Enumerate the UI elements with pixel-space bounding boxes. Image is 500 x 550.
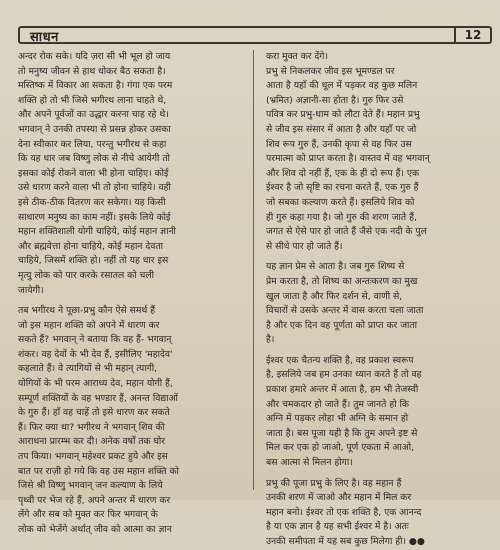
text-line: शंकर। वह देवों के भी देव हैं, इसीलिए 'महादेव' — [18, 348, 173, 360]
column-divider — [253, 50, 254, 490]
text-line: योगियों के भी परम आराध्य देव, महान योगी हैं, — [18, 378, 173, 390]
text-line: जो सबका कल्याण करते हैं। इसलिये शिव को — [266, 196, 415, 208]
page-number: 12 — [454, 26, 490, 44]
text-line: तब भगीरथ ने पूछा-प्रभु कौन ऐसे समर्थ हैं — [18, 305, 155, 317]
text-line: हैं। फिर क्या था? भगीरथ ने भगवान् शिव की — [18, 421, 165, 433]
text-line: बस आत्मा से मिलन होगा। — [266, 457, 353, 469]
text-line: महान शक्तिशाली योगी चाहिये, कोई महान ज्ञानी — [18, 226, 176, 238]
text-line: यह ज्ञान प्रेम से आता है। जब गुरु शिष्य से — [266, 261, 405, 273]
text-line: उनकी समीपता में यह सब कुछ मिलेगा ही। ●● — [266, 536, 425, 547]
text-line: जाता है। बस पूजा यही है कि तुम अपने इष्ट से — [266, 427, 418, 439]
text-line: से सीधे पार हो जाते हैं। — [266, 240, 343, 252]
text-line: से जीव इस संसार में आता है और यहाँ पर जो — [266, 123, 417, 135]
text-line: लोक को भेजेंगे अर्थात् जीव को आत्मा का ज्ञान — [18, 524, 172, 535]
text-line: जिसे श्री विष्णु भगवान् जन कल्याण के लिये — [18, 480, 163, 492]
text-line: परमात्मा को प्राप्त करता है। वास्तव में वह भगवान् — [266, 153, 430, 165]
text-line: देना स्वीकार कर लिया, परन्तु भगीरथ से कहा — [18, 138, 167, 150]
chapter-title: साधन — [30, 30, 59, 45]
text-line: प्रकाश हमारे अन्तर में आता है, हम भी तेजस्वी — [266, 384, 419, 396]
text-line: विचारों से उसके अन्तर में वास करता चला जाता — [266, 305, 424, 317]
text-line: सकते हैं? भगवान् ने बताया कि वह हैं- भगवान् — [18, 334, 172, 346]
text-line: लेंगे और सब को मुक्त कर फिर भगवान् के — [18, 509, 158, 521]
text-line: प्रभु से निकलकर जीव इस भूमण्डल पर — [266, 65, 395, 77]
text-line: और चमकदार हो जाते हैं। तुम जानते हो कि — [266, 398, 409, 410]
text-line: तप किया। भगवान् महेश्वर प्रकट हुये और इस — [18, 451, 168, 463]
text-line: ईश्वर एक चैतन्य शक्ति है, वह प्रकाश स्वरूप — [266, 354, 414, 366]
text-line: कि यह धार जब विष्णु लोक से नीचे आयेगी तो — [18, 153, 170, 165]
text-line: जायेगी। — [18, 284, 44, 296]
text-line: मस्तिष्क में विकार आ सकता है। गंगा एक परम — [18, 80, 173, 92]
text-line: ईश्वर है जो सृष्टि का रचना करते हैं, एक गुरु हैं — [266, 182, 419, 194]
text-line: भगवान् ने उनकी तपस्या से प्रसन्न होकर उसका — [18, 123, 171, 135]
text-line: पृथ्वी पर भेज रहे हैं, अपने अन्तर में धारण कर — [18, 494, 171, 506]
text-line: इसका कोई रोकने वाला भी होना चाहिए। कोई — [18, 167, 169, 179]
text-line: मिल कर एक हो जाओ, पूर्ण एकता में आओ, — [266, 442, 415, 454]
text-line: अग्नि में पड़कर लोहा भी अग्नि के समान हो — [266, 413, 409, 425]
text-line: ही गुरु कहा गया है। जो गुरु की शरण जाते हैं, — [266, 211, 417, 223]
text-line: आता है यहाँ की धूल में पड़कर वह कुछ मलिन — [266, 80, 418, 92]
text-line: कहलाते हैं। वे त्यागियों से भी महान् त्यागी, — [18, 363, 158, 375]
text-line: मृत्यु लोक को पार करके रसातल को चली — [18, 269, 154, 281]
text-line: शक्ति हो तो भी जिसे भगीरथ लाना चाहते थे, — [18, 94, 167, 106]
text-line: प्रेम करता है, तो शिष्य का अन्तःकरण का मुख — [266, 275, 418, 287]
text-line: आराधना प्रारम्भ कर दी। अनेक वर्षों तक घोर — [18, 436, 166, 448]
text-line: चाहिये, जिसमें शक्ति हो। नहीं तो यह धार इस — [18, 255, 169, 267]
text-columns — [18, 50, 492, 547]
text-line: सम्पूर्ण शक्तियों के वह भण्डार हैं, अनन्त विद्याओं — [18, 392, 178, 404]
text-line: है, इसलिये जब हम उनका ध्यान करते हैं तो वह — [266, 369, 422, 381]
right-column — [266, 50, 492, 547]
text-line: तो मनुष्य जीवन से हाथ धोकर बैठ सकता है। — [18, 65, 166, 77]
text-line: है या एक ज्ञान है यह सभी ईश्वर में है। अतः — [266, 521, 409, 533]
text-line: है और एक दिन वह पूर्णता को प्राप्त कर जाता — [266, 319, 418, 331]
page-header — [18, 26, 492, 44]
text-line: और ब्रह्मवेत्ता होना चाहिये, कोई महान देवता — [18, 240, 163, 252]
text-line: उसे धारण करने वाला भी तो होना चाहिये। वही — [18, 182, 171, 194]
text-line: (भ्रमित) अज्ञानी-सा होता है। गुरु फिर उसे — [266, 94, 404, 106]
left-column — [18, 50, 244, 535]
text-line: जगत से ऐसे पार हो जाते हैं जैसे एक नदी के पुल — [266, 226, 427, 238]
text-line: बात पर राज़ी हो गये कि वह उस महान शक्ति को — [18, 465, 179, 477]
text-line: साधारण मनुष्य का काम नहीं। इसके लिये कोई — [18, 211, 171, 223]
text-line: और शिव दो नहीं हैं, एक के ही दो रूप हैं। एक — [266, 167, 419, 179]
text-line: करा मुक्त कर देंगे। — [266, 51, 328, 62]
text-line: खुल जाता है और फिर दर्शन से, वाणी से, — [266, 290, 403, 302]
text-line: इसे ठीक-ठीक वितरण कर सकेगा। यह किसी — [18, 196, 166, 208]
text-line: अन्दर रोक सके। यदि ज़रा सी भी भूल हो जाय — [18, 51, 171, 62]
text-line: प्रभु की पूजा प्रभु के लिए है। वह महान हैं — [266, 477, 402, 489]
text-line: महान बनो। ईश्वर तो एक शक्ति है, एक आनन्द — [266, 506, 422, 518]
text-line: पवित्र कर प्रभु-धाम को लौटा देते हैं। महान प्रभु — [266, 109, 420, 121]
text-line: उनकी शरण में जाओ और महान में मिल कर — [266, 492, 412, 504]
text-line: और अपने पूर्वजों का उद्धार करना चाह रहे थे। — [18, 109, 169, 121]
text-line: शिव रूप गुरु हैं, उनकी कृपा से वह फिर उस — [266, 138, 412, 150]
text-line: जो इस महान शक्ति को अपने में धारण कर — [18, 319, 160, 331]
text-line: है। — [266, 334, 275, 346]
text-line: के गुरु हैं। हाँ वह चाहें तो इसे धारण कर सकते — [18, 407, 170, 419]
